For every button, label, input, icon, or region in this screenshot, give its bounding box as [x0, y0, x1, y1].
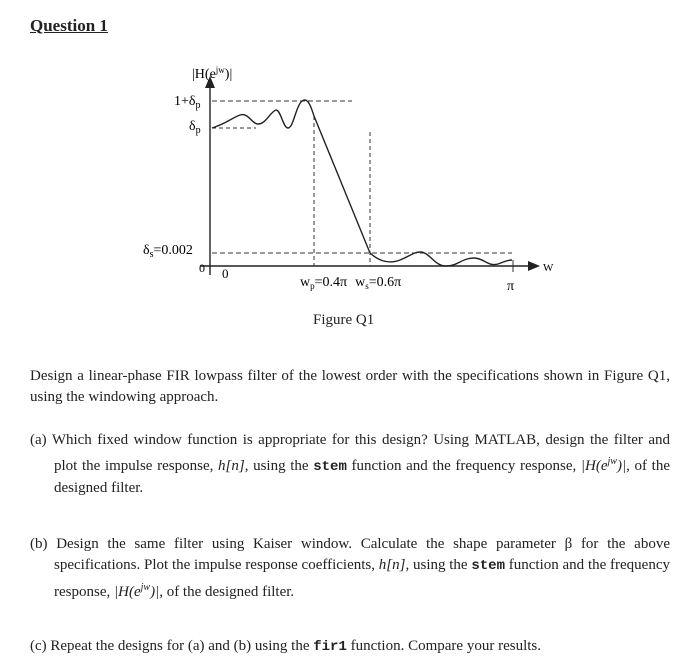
intro-paragraph: Design a linear-phase FIR lowpass filter of the lowest order with the specifications shown in Figure Q1, using the windowing approach. [30, 368, 670, 405]
pi-label: π [507, 279, 515, 294]
upper-level-label: $1+\delta_p$ [174, 94, 201, 111]
part-a: (a) Which fixed window function is appropriate for this design? Using MATLAB, design the filter and plot the impulse response, h[n], using the stem function and the frequency response, $|H(e^{jw})|$, of the designed filter. [30, 432, 670, 496]
frequency-response-curve [212, 100, 512, 266]
wp-ws-label: $w_p=0.4\pi$ $w_s=0.6\pi$ [300, 275, 402, 291]
filter-spec-figure [0, 40, 700, 310]
figure-caption: Figure Q1 [313, 312, 375, 328]
y-axis-label: $|H(e^{jw})|$ [192, 65, 233, 82]
part-c: (c) Repeat the designs for (a) and (b) using the fir1 function. Compare your results. [30, 638, 541, 655]
stopband-label: $\delta_s=0.002$ [143, 243, 193, 260]
x-axis-arrow [528, 261, 540, 271]
x-axis-label: W [543, 262, 554, 274]
lower-level-label: $\delta_p$ [189, 119, 201, 136]
part-b: (b) Design the same filter using Kaiser window. Calculate the shape parameter β for the above specifications. Plot the impulse response coefficients, h[n], using the stem function and the frequency response, $|H(e^{jw})|$, of the designed filter. [30, 536, 671, 600]
origin-label-y: 0 [199, 261, 205, 275]
question-title: Question 1 [30, 16, 108, 35]
origin-label-x: 0 [222, 266, 229, 281]
